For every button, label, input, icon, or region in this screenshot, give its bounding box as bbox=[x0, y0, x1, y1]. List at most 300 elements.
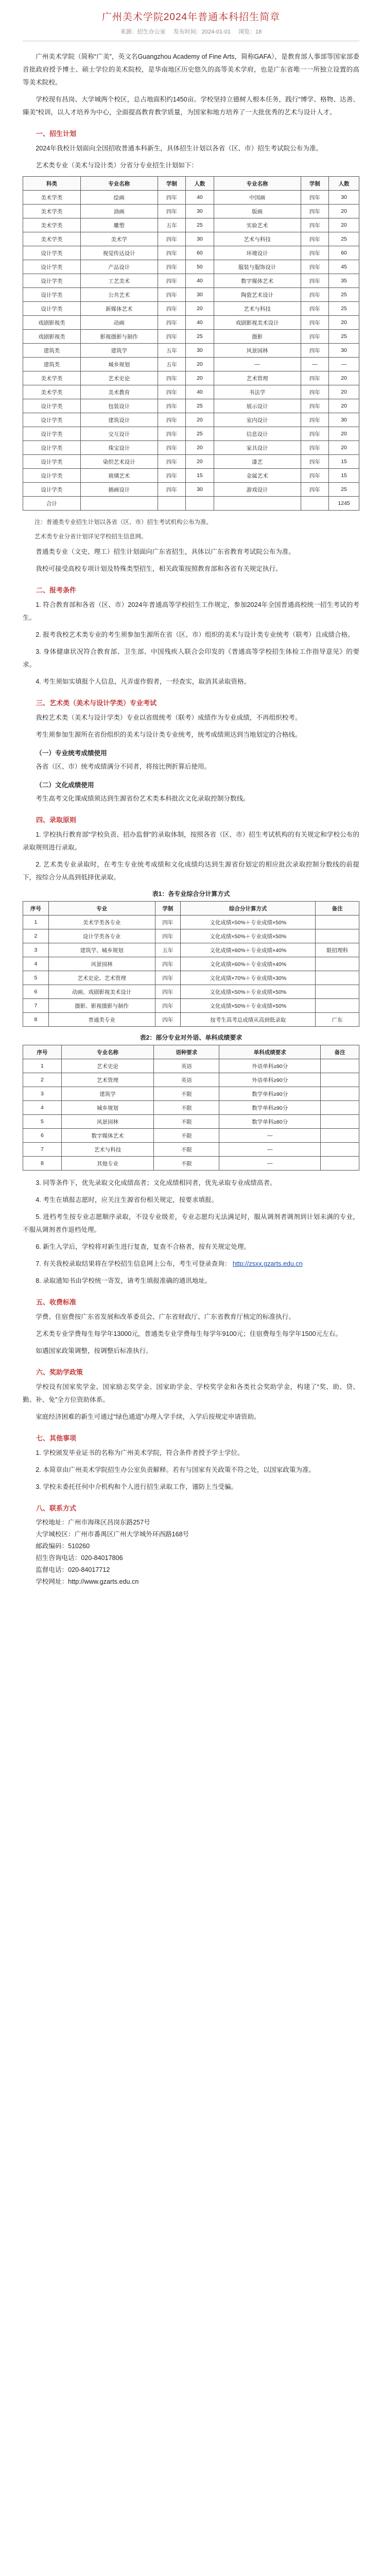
section-paragraph: 3. 学校未委托任何中介机构和个人进行招生录取工作，谨防上当受骗。 bbox=[36, 1483, 238, 1490]
table-cell: 设计学类 bbox=[23, 274, 81, 288]
table-row bbox=[23, 218, 359, 232]
table-row bbox=[23, 316, 359, 330]
section-paragraph: 各省（区、市）统考成绩满分不同者，将按比例折算后使用。 bbox=[36, 763, 211, 770]
table-cell: 文化成绩×60%＋专业成绩×40% bbox=[181, 957, 316, 971]
table-cell bbox=[316, 929, 359, 943]
table-cell: 新媒体艺术 bbox=[80, 302, 158, 316]
table-cell: 四年 bbox=[301, 413, 329, 427]
table-cell: 四年 bbox=[155, 916, 181, 929]
table-cell: 四年 bbox=[155, 929, 181, 943]
table-row bbox=[23, 205, 359, 218]
table-cell: 美术学类 bbox=[23, 218, 81, 232]
table-cell: 家具设计 bbox=[214, 441, 301, 455]
table-cell: 四年 bbox=[301, 483, 329, 497]
table-cell: 城乡规划 bbox=[80, 358, 158, 371]
table-cell: 版画 bbox=[214, 205, 301, 218]
column-header: 专业 bbox=[48, 902, 155, 916]
table-note: 注：普通类专业招生计划以各省（区、市）招生考试机构公布为准。 bbox=[34, 519, 212, 526]
table-cell: 25 bbox=[329, 232, 359, 246]
table-cell: 油画 bbox=[80, 205, 158, 218]
column-header: 备注 bbox=[321, 1045, 359, 1059]
table-cell: 不限 bbox=[154, 1129, 219, 1143]
table-cell bbox=[321, 1129, 359, 1143]
table-cell: 数字媒体艺术 bbox=[61, 1129, 153, 1143]
table-cell: 公共艺术 bbox=[80, 288, 158, 302]
table-cell: 建筑设计 bbox=[80, 413, 158, 427]
table-cell: 30 bbox=[329, 344, 359, 358]
table-row bbox=[23, 971, 359, 985]
table-cell: 摄影、影视摄影与制作 bbox=[48, 999, 155, 1013]
table-cell: — bbox=[301, 358, 329, 371]
section-paragraph: 3. 同等条件下，优先录取文化成绩高者；文化成绩相同者，优先录取专业成绩高者。 bbox=[36, 1179, 276, 1187]
table-cell: 20 bbox=[329, 385, 359, 399]
table-cell: 建筑学、城乡规划 bbox=[48, 943, 155, 957]
table-cell: 数学单科≥90分 bbox=[219, 1087, 321, 1101]
table-cell: 四年 bbox=[301, 218, 329, 232]
table-cell: 四年 bbox=[301, 399, 329, 413]
table-row bbox=[23, 1129, 359, 1143]
table-cell: 40 bbox=[186, 385, 214, 399]
table-cell: 戏剧影视类 bbox=[23, 330, 81, 344]
contact-line: 学校网址：http://www.gzarts.edu.cn bbox=[36, 1578, 139, 1585]
table-cell: 40 bbox=[186, 274, 214, 288]
table-row bbox=[23, 1157, 359, 1171]
table-cell: 四年 bbox=[301, 385, 329, 399]
table-cell: 8 bbox=[23, 1157, 62, 1171]
section-paragraph: 艺术类专业学费每生每学年13000元，普通类专业学费每生每学年9100元；住宿费每生每学年1500元左右。 bbox=[36, 1330, 342, 1337]
table-note: 艺术类专业分省计划详见学校招生信息网。 bbox=[34, 534, 147, 540]
table-cell: 艺术史论 bbox=[80, 371, 158, 385]
table-cell bbox=[321, 1115, 359, 1129]
section-heading-fees: 五、收费标准 bbox=[36, 1298, 77, 1306]
table-cell: 25 bbox=[186, 218, 214, 232]
table-cell: 设计学类 bbox=[23, 399, 81, 413]
table-cell: 四年 bbox=[301, 344, 329, 358]
table-cell: 四年 bbox=[158, 483, 186, 497]
table-cell: 40 bbox=[186, 316, 214, 330]
table-cell: 设计学类 bbox=[23, 302, 81, 316]
table-cell: 20 bbox=[186, 413, 214, 427]
table-cell: 四年 bbox=[155, 985, 181, 999]
section-paragraph: 我校艺术类（美术与设计学类）专业以省级统考（联考）成绩作为专业成绩，不再组织校考。 bbox=[36, 714, 302, 721]
table-cell bbox=[316, 971, 359, 985]
section-heading-admission: 四、录取原则 bbox=[36, 816, 77, 824]
table-cell bbox=[316, 999, 359, 1013]
table-cell: 四年 bbox=[301, 191, 329, 205]
table-cell: 6 bbox=[23, 985, 49, 999]
table-cell: 包装设计 bbox=[80, 399, 158, 413]
table-cell: 美术学类 bbox=[23, 205, 81, 218]
table-cell: 30 bbox=[186, 205, 214, 218]
table-cell bbox=[214, 497, 301, 511]
table-cell: 60 bbox=[186, 246, 214, 260]
table-row bbox=[23, 260, 359, 274]
table-cell: 四年 bbox=[158, 330, 186, 344]
table-cell: 设计学类 bbox=[23, 455, 81, 469]
section-heading-plan: 一、招生计划 bbox=[36, 130, 77, 138]
table-cell: 数学单科≥80分 bbox=[219, 1115, 321, 1129]
table-cell: 四年 bbox=[301, 302, 329, 316]
table-cell: 城乡规划 bbox=[61, 1101, 153, 1115]
table-cell: 设计学类 bbox=[23, 246, 81, 260]
table-row bbox=[23, 1115, 359, 1129]
table-cell: 1 bbox=[23, 1059, 62, 1073]
section-heading-other: 七、其他事项 bbox=[36, 1434, 77, 1442]
table-cell: 35 bbox=[329, 274, 359, 288]
table-cell: 艺术与科技 bbox=[61, 1143, 153, 1157]
section-paragraph: 5. 进档考生按专业志愿顺序录取，不设专业级差，专业志愿均无法满足时，服从调剂者调剂到计划未满的专业，不服从调剂者作退档处理。 bbox=[23, 1213, 359, 1233]
score-formula-table bbox=[23, 901, 359, 1027]
table-cell bbox=[321, 1101, 359, 1115]
column-header: 人数 bbox=[186, 177, 214, 191]
table-cell: 广东 bbox=[316, 1013, 359, 1027]
table-cell: 25 bbox=[329, 288, 359, 302]
section-paragraph: 考生须参加生源所在省份组织的美术与设计类专业统考，统考成绩须达到当地划定的合格线。 bbox=[36, 731, 302, 738]
column-header: 单科成绩要求 bbox=[219, 1045, 321, 1059]
contact-line: 监督电话：020-84017712 bbox=[36, 1566, 110, 1573]
table-cell bbox=[321, 1143, 359, 1157]
table-cell: 设计学类 bbox=[23, 413, 81, 427]
table-cell: 陶瓷艺术设计 bbox=[214, 288, 301, 302]
table-cell: 3 bbox=[23, 1087, 62, 1101]
table-cell: 4 bbox=[23, 1101, 62, 1115]
table-row bbox=[23, 344, 359, 358]
section-paragraph: 2. 本简章由广州美术学院招生办公室负责解释。若有与国家有关政策不符之处，以国家政策为准。 bbox=[36, 1466, 316, 1473]
table-cell: 美术学类 bbox=[23, 191, 81, 205]
subsection-heading: （二）文化成绩使用 bbox=[36, 782, 94, 789]
table-cell: 7 bbox=[23, 999, 49, 1013]
table-cell: 四年 bbox=[301, 246, 329, 260]
table-cell: 20 bbox=[329, 427, 359, 441]
table-cell: 戏剧影视类 bbox=[23, 316, 81, 330]
table-cell: 5 bbox=[23, 971, 49, 985]
table-cell: 四年 bbox=[158, 191, 186, 205]
table-caption: 表1：各专业综合分计算方式 bbox=[152, 890, 230, 897]
table-cell: 艺术管理 bbox=[214, 371, 301, 385]
table-cell: 插画设计 bbox=[80, 483, 158, 497]
column-header: 序号 bbox=[23, 902, 49, 916]
table-cell: 普通类专业 bbox=[48, 1013, 155, 1027]
table-row bbox=[23, 1073, 359, 1087]
table-cell: 外语单科≥90分 bbox=[219, 1059, 321, 1073]
table-cell: 风景园林 bbox=[214, 344, 301, 358]
table-cell: 中国画 bbox=[214, 191, 301, 205]
table-cell: 四年 bbox=[155, 999, 181, 1013]
table-cell: 四年 bbox=[301, 288, 329, 302]
table-cell: 四年 bbox=[301, 316, 329, 330]
column-header: 专业名称 bbox=[214, 177, 301, 191]
table-cell: 文化成绩×60%＋专业成绩×40% bbox=[181, 943, 316, 957]
table-cell: 设计学类 bbox=[23, 260, 81, 274]
table-cell: 动画 bbox=[80, 316, 158, 330]
table-cell: 四年 bbox=[158, 246, 186, 260]
table-cell bbox=[321, 1157, 359, 1171]
section-paragraph: 4. 考生在填报志愿时，应关注生源省份相关规定，按要求填报。 bbox=[36, 1196, 218, 1204]
table-cell: 设计学类 bbox=[23, 427, 81, 441]
table-cell: 影视摄影与制作 bbox=[80, 330, 158, 344]
table-cell: 设计学类 bbox=[23, 483, 81, 497]
table-cell: 英语 bbox=[154, 1059, 219, 1073]
section-paragraph: 2024年我校计划面向全国招收普通本科新生，具体招生计划以各省（区、市）招生考试院公布为准。 bbox=[36, 145, 323, 152]
table-cell: 四年 bbox=[158, 371, 186, 385]
section-heading-aid: 六、奖助学政策 bbox=[36, 1368, 83, 1376]
section-paragraph: 3. 身体健康状况符合教育部、卫生部、中国残疾人联合会印发的《普通高等学校招生体检工作指导意见》的要求。 bbox=[23, 648, 359, 668]
table-row bbox=[23, 985, 359, 999]
subsection-heading: （一）专业统考成绩使用 bbox=[36, 750, 107, 757]
table-row bbox=[23, 483, 359, 497]
table-cell: 不限 bbox=[154, 1101, 219, 1115]
table-row bbox=[23, 1087, 359, 1101]
table-row bbox=[23, 943, 359, 957]
table-row bbox=[23, 1013, 359, 1027]
admission-query-link[interactable]: http://zsxx.gzarts.edu.cn bbox=[232, 1260, 303, 1267]
intro-paragraph: 学校现有昌岗、大学城两个校区，总占地面积约1450亩。学校坚持立德树人根本任务，践行“博学、格物、达善、臻美”校训，以人才培养为中心，全面提高教育教学质量，为国家和地方培养了一大批优秀的艺术与设计人才。 bbox=[23, 96, 359, 116]
table-cell: 25 bbox=[329, 302, 359, 316]
table-cell: 四年 bbox=[301, 205, 329, 218]
page-title: 广州美术学院2024年普通本科招生简章 bbox=[101, 12, 281, 23]
table-cell: 20 bbox=[186, 371, 214, 385]
table-cell: 不限 bbox=[154, 1115, 219, 1129]
table-cell: 艺术与科技 bbox=[214, 232, 301, 246]
table-cell: 艺术史论 bbox=[61, 1059, 153, 1073]
table-cell: 限招理科 bbox=[316, 943, 359, 957]
table-cell: 45 bbox=[329, 260, 359, 274]
table-cell bbox=[158, 497, 186, 511]
table-cell: 设计学类 bbox=[23, 469, 81, 483]
table-cell bbox=[316, 916, 359, 929]
column-header: 学制 bbox=[301, 177, 329, 191]
section-paragraph: 如遇国家政策调整，按调整后标准执行。 bbox=[36, 1347, 152, 1354]
table-cell: 视觉传达设计 bbox=[80, 246, 158, 260]
table-cell: 美术学 bbox=[80, 232, 158, 246]
table-row bbox=[23, 358, 359, 371]
table-cell: 风景园林 bbox=[48, 957, 155, 971]
section-paragraph: 学校设有国家奖学金、国家励志奖学金、国家助学金、学校奖学金和各类社会奖助学金，构建了“奖、助、贷、勤、补、免”全方位资助体系。 bbox=[23, 1383, 359, 1403]
column-header: 人数 bbox=[329, 177, 359, 191]
table-row bbox=[23, 246, 359, 260]
table-row bbox=[23, 455, 359, 469]
section-paragraph: 1. 符合教育部和各省（区、市）2024年普通高等学校招生工作规定，参加2024年全国普通高校统一招生考试的考生。 bbox=[23, 601, 359, 621]
table-cell: 1 bbox=[23, 916, 49, 929]
table-cell: 30 bbox=[186, 344, 214, 358]
table-cell: 金属艺术 bbox=[214, 469, 301, 483]
table-cell bbox=[301, 497, 329, 511]
table-cell: 30 bbox=[186, 483, 214, 497]
section-paragraph: 家庭经济困难的新生可通过“绿色通道”办理入学手续，入学后按规定申请资助。 bbox=[36, 1413, 261, 1420]
table-cell: 四年 bbox=[155, 957, 181, 971]
table-cell: 绘画 bbox=[80, 191, 158, 205]
contact-block bbox=[23, 1517, 359, 1588]
section-paragraph: 学费、住宿费按广东省发展和改革委员会、广东省财政厅、广东省教育厅核定的标准执行。 bbox=[36, 1313, 295, 1320]
table-row bbox=[23, 1101, 359, 1115]
table-cell: 实验艺术 bbox=[214, 218, 301, 232]
table-row bbox=[23, 929, 359, 943]
article-meta bbox=[23, 27, 359, 36]
table-cell: 30 bbox=[329, 191, 359, 205]
section-paragraph: 6. 新生入学后，学校将对新生进行复查，复查不合格者，按有关规定处理。 bbox=[36, 1243, 251, 1250]
table-row bbox=[23, 371, 359, 385]
section-paragraph bbox=[23, 1258, 359, 1270]
table-cell: 50 bbox=[186, 260, 214, 274]
table-cell: 染织艺术设计 bbox=[80, 455, 158, 469]
table-cell: 环境设计 bbox=[214, 246, 301, 260]
table-cell: 摄影 bbox=[214, 330, 301, 344]
table-cell: 四年 bbox=[301, 427, 329, 441]
table-caption: 表2：部分专业对外语、单科成绩要求 bbox=[140, 1034, 242, 1041]
table-cell: 艺术史论、艺术管理 bbox=[48, 971, 155, 985]
table-row bbox=[23, 497, 359, 511]
table-cell: 1245 bbox=[329, 497, 359, 511]
table-cell: 60 bbox=[329, 246, 359, 260]
table-cell: 四年 bbox=[158, 288, 186, 302]
table-cell: 20 bbox=[186, 455, 214, 469]
table-cell: 五年 bbox=[158, 358, 186, 371]
table-cell: — bbox=[219, 1129, 321, 1143]
table-cell: 2 bbox=[23, 929, 49, 943]
table-row bbox=[23, 399, 359, 413]
section-paragraph: 4. 考生须如实填报个人信息，凡弄虚作假者，一经查实，取消其录取资格。 bbox=[36, 678, 251, 685]
table-cell: 20 bbox=[329, 441, 359, 455]
column-header: 学制 bbox=[155, 902, 181, 916]
section-paragraph: 普通类专业（文史、理工）招生计划面向广东省招生，具体以广东省教育考试院公布为准。 bbox=[36, 548, 295, 555]
table-cell: 四年 bbox=[158, 232, 186, 246]
table-cell bbox=[321, 1087, 359, 1101]
table-cell bbox=[316, 957, 359, 971]
column-header: 学制 bbox=[158, 177, 186, 191]
table-cell: 四年 bbox=[158, 413, 186, 427]
section-heading-contact: 八、联系方式 bbox=[36, 1504, 77, 1512]
table-cell: 四年 bbox=[301, 274, 329, 288]
table-cell: 四年 bbox=[301, 330, 329, 344]
table-cell bbox=[321, 1059, 359, 1073]
table-cell: 20 bbox=[186, 358, 214, 371]
table-cell: 20 bbox=[186, 441, 214, 455]
table-cell: 15 bbox=[329, 469, 359, 483]
table-cell: 建筑学 bbox=[80, 344, 158, 358]
table-row bbox=[23, 330, 359, 344]
contact-line: 邮政编码：510260 bbox=[36, 1543, 90, 1550]
table-cell: 五年 bbox=[155, 943, 181, 957]
table-cell: 五年 bbox=[158, 344, 186, 358]
table-cell: 四年 bbox=[158, 469, 186, 483]
table-row bbox=[23, 232, 359, 246]
table-cell: 四年 bbox=[158, 427, 186, 441]
column-header: 序号 bbox=[23, 1045, 62, 1059]
table-cell: 30 bbox=[329, 413, 359, 427]
section-paragraph: 1. 学校执行教育部“学校负责、招办监督”的录取体制，按照各省（区、市）招生考试机构的有关规定和学校公布的录取规则进行录取。 bbox=[23, 831, 359, 851]
table-cell: 不限 bbox=[154, 1087, 219, 1101]
enrollment-plan-table bbox=[23, 176, 359, 511]
table-row bbox=[23, 302, 359, 316]
section-paragraph: 2. 报考我校艺术类专业的考生须参加生源所在省（区、市）组织的美术与设计类专业统考（联考）且成绩合格。 bbox=[36, 631, 354, 638]
table-cell: 信息设计 bbox=[214, 427, 301, 441]
table-cell: 15 bbox=[329, 455, 359, 469]
table-cell: 3 bbox=[23, 943, 49, 957]
table-cell: 英语 bbox=[154, 1073, 219, 1087]
table-cell: 四年 bbox=[158, 385, 186, 399]
table-cell: 20 bbox=[329, 399, 359, 413]
column-header: 科类 bbox=[23, 177, 81, 191]
table-cell: 20 bbox=[329, 218, 359, 232]
table-cell: 文化成绩×50%＋专业成绩×50% bbox=[181, 999, 316, 1013]
column-header: 专业名称 bbox=[80, 177, 158, 191]
table-cell: 设计学类 bbox=[23, 441, 81, 455]
table-cell: 6 bbox=[23, 1129, 62, 1143]
table-cell: 30 bbox=[186, 288, 214, 302]
section-paragraph: 艺术类专业（美术与设计类）分省分专业招生计划如下： bbox=[36, 162, 198, 169]
table-cell: 设计学类 bbox=[23, 288, 81, 302]
table-cell: 雕塑 bbox=[80, 218, 158, 232]
table-cell: 游戏设计 bbox=[214, 483, 301, 497]
table-cell: — bbox=[219, 1143, 321, 1157]
table-row bbox=[23, 274, 359, 288]
table-cell: 动画、戏剧影视美术设计 bbox=[48, 985, 155, 999]
table-cell: 四年 bbox=[158, 205, 186, 218]
table-cell: 美术学类 bbox=[23, 371, 81, 385]
column-header: 综合分计算方式 bbox=[181, 902, 316, 916]
section-paragraph: 2. 艺术类专业录取时，在考生专业统考成绩和文化成绩均达到生源省份划定的相应批次录取控制分数线的前提下，按综合分从高到低择优录取。 bbox=[23, 861, 359, 881]
table-cell: 交互设计 bbox=[80, 427, 158, 441]
table-cell: 15 bbox=[186, 469, 214, 483]
table-cell: 戏剧影视美术设计 bbox=[214, 316, 301, 330]
table-cell: 四年 bbox=[158, 302, 186, 316]
table-cell: 四年 bbox=[158, 316, 186, 330]
table-cell: 美术学类各专业 bbox=[48, 916, 155, 929]
table-cell: 产品设计 bbox=[80, 260, 158, 274]
contact-line: 招生咨询电话：020-84017806 bbox=[36, 1554, 123, 1562]
table-row bbox=[23, 916, 359, 929]
column-header: 语种要求 bbox=[154, 1045, 219, 1059]
table-cell: 美术学类 bbox=[23, 385, 81, 399]
table-cell: 25 bbox=[186, 330, 214, 344]
table-cell: 设计学类各专业 bbox=[48, 929, 155, 943]
table-cell: 四年 bbox=[301, 260, 329, 274]
table-cell: 文化成绩×50%＋专业成绩×50% bbox=[181, 929, 316, 943]
table-cell: 五年 bbox=[158, 218, 186, 232]
table-cell: 书法学 bbox=[214, 385, 301, 399]
table-cell: 服装与服饰设计 bbox=[214, 260, 301, 274]
table-cell: — bbox=[329, 358, 359, 371]
table-cell: 25 bbox=[329, 483, 359, 497]
table-cell: 25 bbox=[186, 427, 214, 441]
table-cell: — bbox=[219, 1157, 321, 1171]
table-row bbox=[23, 288, 359, 302]
table-cell: 不限 bbox=[154, 1143, 219, 1157]
table-cell: 建筑学 bbox=[61, 1087, 153, 1101]
table-cell: 艺术管理 bbox=[61, 1073, 153, 1087]
table-cell: 四年 bbox=[301, 469, 329, 483]
table-cell: — bbox=[214, 358, 301, 371]
table-cell: 四年 bbox=[155, 971, 181, 985]
table-row bbox=[23, 191, 359, 205]
contact-line: 学校地址：广州市海珠区昌岗东路257号 bbox=[36, 1519, 150, 1526]
meta-source: 来源：招生办公室 bbox=[120, 29, 166, 35]
table-cell: 珠宝设计 bbox=[80, 441, 158, 455]
table-cell: 室内设计 bbox=[214, 413, 301, 427]
table-cell bbox=[80, 497, 158, 511]
table-cell: 美术学类 bbox=[23, 232, 81, 246]
table-cell: 四年 bbox=[158, 260, 186, 274]
table-cell: 7 bbox=[23, 1143, 62, 1157]
table-cell: 合计 bbox=[23, 497, 81, 511]
table-cell: 外语单科≥90分 bbox=[219, 1073, 321, 1087]
table-cell: 四年 bbox=[301, 371, 329, 385]
table-cell: 4 bbox=[23, 957, 49, 971]
table-cell: 25 bbox=[186, 399, 214, 413]
table-row bbox=[23, 999, 359, 1013]
table-cell: 按考生高考总成绩从高到低录取 bbox=[181, 1013, 316, 1027]
table-cell: 数字媒体艺术 bbox=[214, 274, 301, 288]
